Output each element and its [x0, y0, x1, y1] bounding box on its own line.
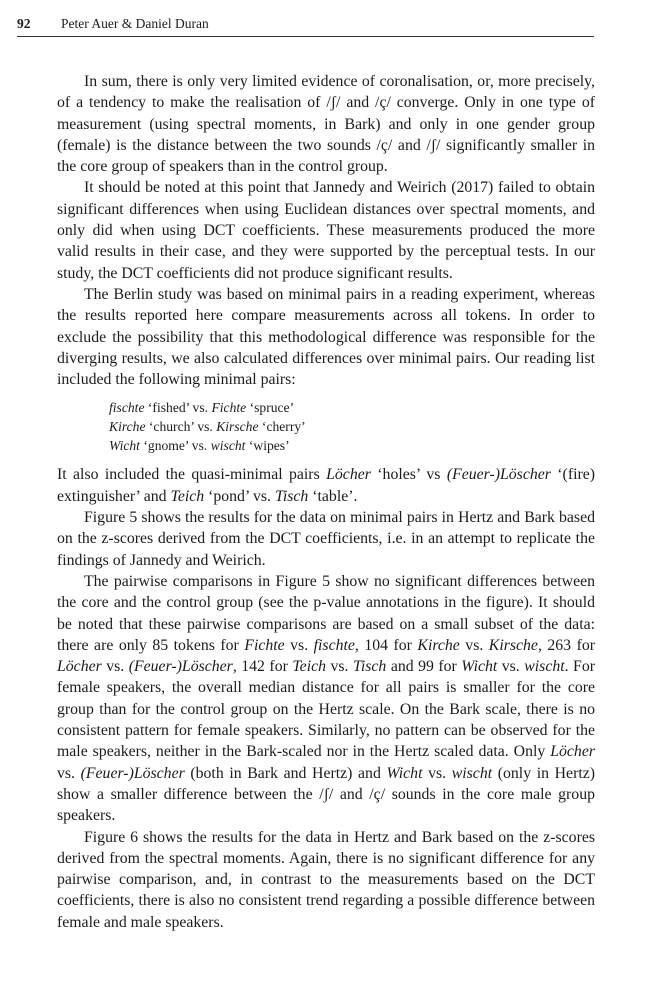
minimal-pairs-list [109, 398, 595, 455]
running-head: Peter Auer & Daniel Duran [61, 16, 209, 31]
paragraph-1: In sum, there is only very limited evidence of coronalisation, or, more precisely, of a tendency to make the realisation of /ʃ/ and /ç/ converge. Only in one type of measurement (using spectral moments, in Bark) and only in one gender group (female) is the distance between the two sounds /ç/ and /ʃ/ significantly smaller in the core group of speakers than in the control group. [57, 73, 595, 176]
body-text [57, 71, 595, 933]
page-header [17, 14, 594, 37]
paragraph-7: Figure 6 shows the results for the data in Hertz and Bark based on the z-scores derived from the spectral moments. Again, there is no significant difference for any pairwise comparison, and, in contrast to the measurements based on the DCT coefficients, there is also no consistent trend regarding a possible difference between female and male speakers. [57, 828, 595, 931]
minimal-pair-item: Wicht ‘gnome’ vs. wischt ‘wipes’ [109, 438, 290, 454]
minimal-pair-item: fischte ‘fished’ vs. Fichte ‘spruce’ [109, 400, 295, 416]
paragraph-5: Figure 5 shows the results for the data on minimal pairs in Hertz and Bark based on the z-scores derived from the DCT coefficients, i.e. in an attempt to replicate the findings of Jannedy and Weirich. [57, 509, 595, 569]
page-number: 92 [17, 16, 31, 31]
paragraph-2: It should be noted at this point that Jannedy and Weirich (2017) failed to obtain significant differences when using Euclidean distances over spectral moments, and only did when using DCT coefficients. These measurements produced the more valid results in their case, and they were supported by the perceptual tests. In our study, the DCT coefficients did not produce significant results. [57, 179, 595, 282]
paragraph-4: It also included the quasi-minimal pairs Löcher ‘holes’ vs (Feuer-)Löscher ‘(fire) extinguisher’ and Teich ‘pond’ vs. Tisch ‘table’. [57, 466, 596, 505]
paragraph-6: The pairwise comparisons in Figure 5 show no significant differences between the core and the control group (see the p-value annotations in the figure). It should be noted that these pairwise comparisons are based on a small subset of the data: there are only 85 tokens for Fichte vs. fischte, 104 for Kirche vs. Kirsche, 263 for Löcher vs. (Feuer-)Löscher, 142 for Teich vs. Tisch and 99 for Wicht vs. wischt. For female speakers, the overall median distance for all pairs is smaller for the core group than for the control group on the Hertz scale. On the Bark scale, there is no consistent pattern for female speakers. Similarly, no pattern can be observed for the male speakers, neither in the Bark-scaled nor in the Hertz scaled data. Only Löcher vs. (Feuer-)Löscher (both in Bark and Hertz) and Wicht vs. wischt (only in Hertz) show a smaller difference between the /ʃ/ and /ç/ sounds in the core male group speakers. [57, 572, 595, 825]
minimal-pair-item: Kirche ‘church’ vs. Kirsche ‘cherry’ [109, 419, 306, 435]
paragraph-3: The Berlin study was based on minimal pairs in a reading experiment, whereas the results reported here compare measurements across all tokens. In order to exclude the possibility that this methodological difference was responsible for the diverging results, we also calculated differences over minimal pairs. Our reading list included the following minimal pairs: [57, 285, 595, 389]
